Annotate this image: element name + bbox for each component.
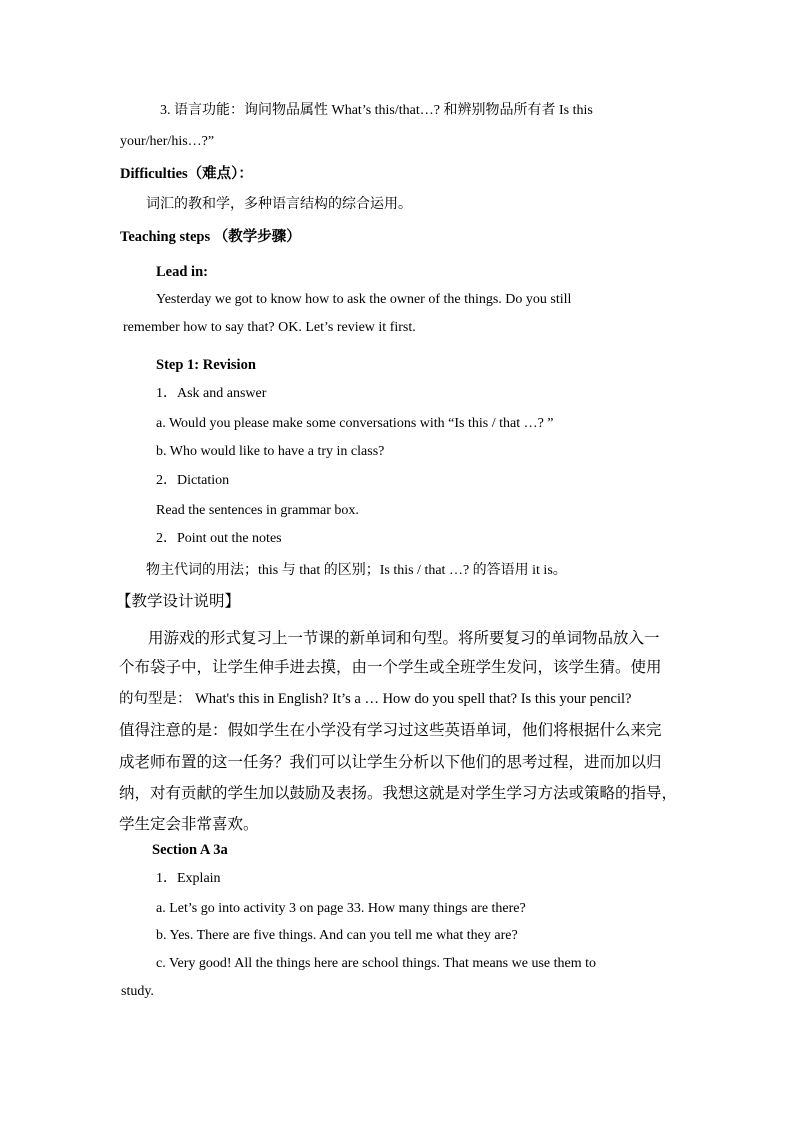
section-a3a-item-c-line-1: c. Very good! All the things here are school things. That means we use them to — [156, 956, 597, 971]
design-note-line-7: 学生定会非常喜欢。 — [119, 816, 259, 833]
step-1-item-1: 1．Ask and answer — [156, 386, 267, 401]
section-a3a-item-1: 1．Explain — [156, 871, 221, 886]
lead-in-heading: Lead in: — [156, 264, 208, 280]
step-1-heading: Step 1: Revision — [156, 357, 256, 373]
section-a3a-item-a: a. Let’s go into activity 3 on page 33. How many things are there? — [156, 901, 526, 916]
step-1-item-1b: b. Who would like to have a try in class? — [156, 444, 385, 459]
design-note-heading: 【教学设计说明】 — [116, 593, 241, 610]
difficulties-text: 词汇的教和学，多种语言结构的综合运用。 — [146, 197, 412, 212]
objective-item-3-line-2: your/her/his…?” — [120, 134, 215, 149]
objective-item-3-line-1: 3. 语言功能：询问物品属性 What’s this/that…? 和辨别物品所有者 Is this — [160, 103, 593, 118]
design-note-line-6: 纳，对有贡献的学生加以鼓励及表扬。我想这就是对学生学习方法或策略的指导， — [119, 785, 678, 802]
section-a3a-item-b: b. Yes. There are five things. And can you tell me what they are? — [156, 928, 518, 943]
difficulties-heading: Difficulties（难点）： — [120, 166, 253, 182]
step-1-item-2: 2．Dictation — [156, 473, 230, 488]
section-a3a-item-c-line-2: study. — [121, 984, 154, 999]
design-note-line-5: 成老师布置的这一任务？我们可以让学生分析以下他们的思考过程，进而加以归 — [119, 754, 662, 771]
design-note-line-3: 的句型是： What's this in English? It’s a … How do you spell that? Is this your pencil? — [119, 691, 632, 707]
design-note-line-1: 用游戏的形式复习上一节课的新单词和句型。将所要复习的单词物品放入一 — [148, 630, 660, 647]
section-a3a-heading: Section A 3a — [152, 842, 228, 858]
step-1-item-3: 2．Point out the notes — [156, 531, 282, 546]
lead-in-line-1: Yesterday we got to know how to ask the owner of the things. Do you still — [156, 292, 572, 307]
lead-in-line-2: remember how to say that? OK. Let’s review it first. — [123, 320, 416, 335]
design-note-line-2: 个布袋子中，让学生伸手进去摸，由一个学生或全班学生发问，该学生猜。使用 — [119, 659, 662, 676]
step-1-item-1a: a. Would you please make some conversations with “Is this / that …? ” — [156, 416, 554, 431]
step-1-item-2-text: Read the sentences in grammar box. — [156, 503, 359, 518]
design-note-line-4: 值得注意的是：假如学生在小学没有学习过这些英语单词，他们将根据什么来完 — [119, 722, 662, 739]
step-1-note: 物主代词的用法；this 与 that 的区别；Is this / that …? 的答语用 it is。 — [146, 563, 567, 578]
teaching-steps-heading: Teaching steps （教学步骤） — [120, 229, 301, 245]
